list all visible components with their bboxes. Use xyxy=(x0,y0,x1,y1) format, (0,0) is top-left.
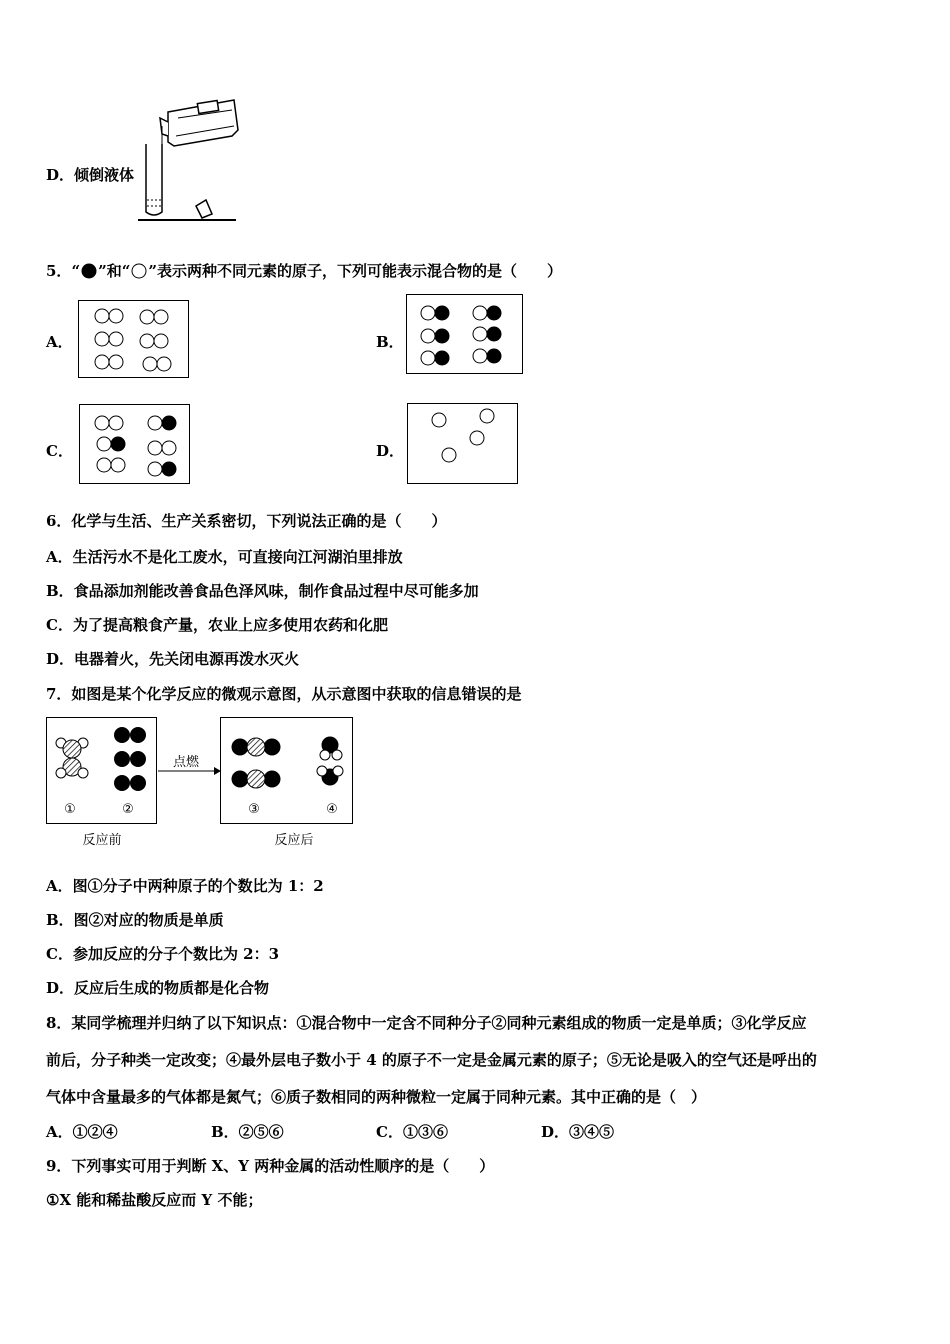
q8-option-c: C．①③⑥ xyxy=(376,1123,448,1141)
pouring-liquid-figure xyxy=(138,96,240,224)
q5-label-d: D． xyxy=(376,442,405,460)
q8-line2: 前后，分子种类一定改变；④最外层电子数小于 4 的原子不一定是金属元素的原子；⑤无论是吸入的空气还是呼出的 xyxy=(46,1051,817,1069)
q7-stem: 7．如图是某个化学反应的微观示意图，从示意图中获取的信息错误的是 xyxy=(46,685,522,703)
q5-mid-text: ”和“ xyxy=(98,262,131,280)
q7-option-c: C．参加反应的分子个数比为 2：3 xyxy=(46,945,280,963)
q8-option-d: D．③④⑤ xyxy=(541,1123,615,1141)
label-n4: ④ xyxy=(326,802,338,817)
q7-option-b: B．图②对应的物质是单质 xyxy=(46,911,224,929)
reaction-diagram xyxy=(46,715,356,855)
q6-option-c: C．为了提高粮食产量，农业上应多使用农药和化肥 xyxy=(46,616,388,634)
q9-item-1: ①X 能和稀盐酸反应而 Y 不能； xyxy=(46,1191,263,1209)
q6-stem: 6．化学与生活、生产关系密切，下列说法正确的是（ ） xyxy=(46,512,447,530)
arrow-label: 点燃 xyxy=(172,755,200,770)
label-n3: ③ xyxy=(248,802,260,817)
q5-option-a-box xyxy=(78,300,189,378)
q6-option-d: D．电器着火，先关闭电源再泼水灭火 xyxy=(46,650,300,668)
q6-option-a: A．生活污水不是化工废水，可直接向江河湖泊里排放 xyxy=(46,548,403,566)
q5-number: 5． xyxy=(46,262,72,280)
hollow-atom-icon xyxy=(130,263,148,279)
q5-open-quote: “ xyxy=(71,262,81,280)
caption-after: 反应后 xyxy=(274,833,314,848)
q5-option-d-box xyxy=(407,403,518,484)
q5-label-b: B． xyxy=(376,333,404,351)
q5-label-a: A． xyxy=(46,333,73,351)
q9-stem: 9．下列事实可用于判断 X、Y 两种金属的活动性顺序的是（ ） xyxy=(46,1157,495,1175)
filled-atom-icon xyxy=(80,263,98,279)
q5-label-c: C． xyxy=(46,442,73,460)
q5-stem xyxy=(46,261,562,281)
q7-option-a: A．图①分子中两种原子的个数比为 1：2 xyxy=(46,877,324,895)
caption-before: 反应前 xyxy=(82,833,122,848)
label-n2: ② xyxy=(122,802,134,817)
q8-option-a: A．①②④ xyxy=(46,1123,118,1141)
q8-line1: 8．某同学梳理并归纳了以下知识点：①混合物中一定含不同种分子②同种元素组成的物质一定是单质；③化学反应 xyxy=(46,1014,807,1032)
q5-option-c-box xyxy=(79,404,190,484)
q6-option-b: B．食品添加剂能改善食品色泽风味，制作食品过程中尽可能多加 xyxy=(46,582,479,600)
label-n1: ① xyxy=(64,802,76,817)
q4-option-d: D．倾倒液体 xyxy=(46,166,135,184)
q8-option-b: B．②⑤⑥ xyxy=(211,1123,284,1141)
q7-option-d: D．反应后生成的物质都是化合物 xyxy=(46,979,270,997)
q8-line3: 气体中含量最多的气体都是氮气；⑥质子数相同的两种微粒一定属于同种元素。其中正确的是（ ） xyxy=(46,1088,707,1106)
q5-tail-text: ”表示两种不同元素的原子，下列可能表示混合物的是（ ） xyxy=(148,262,562,280)
q5-option-b-box xyxy=(406,294,523,374)
